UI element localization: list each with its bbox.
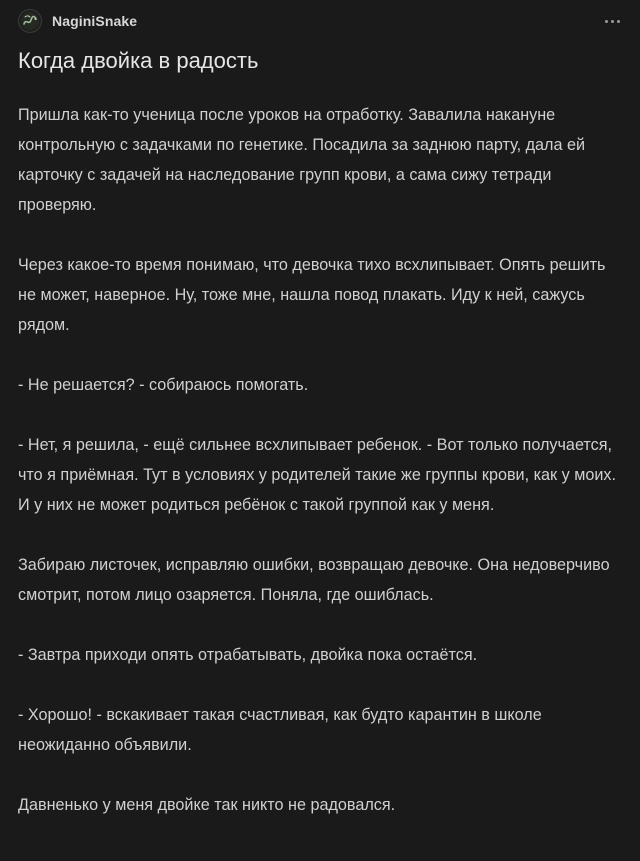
avatar[interactable] bbox=[18, 9, 42, 33]
post-header bbox=[18, 9, 626, 33]
post-paragraph: Через какое-то время понимаю, что девочка тихо всхлипывает. Опять решить не может, наверное. Ну, тоже мне, нашла повод плакать. Иду к ней, сажусь рядом. bbox=[18, 256, 606, 334]
post-paragraph: Забираю листочек, исправляю ошибки, возвращаю девочке. Она недоверчиво смотрит, потом лицо озаряется. Поняла, где ошиблась. bbox=[18, 556, 610, 604]
author-username[interactable]: NaginiSnake bbox=[52, 13, 138, 29]
post-paragraph: - Нет, я решила, - ещё сильнее всхлипывает ребенок. - Вот только получается, что я приёмная. Тут в условиях у родителей такие же группы крови, как у моих. И у них не может родиться ребёнок с такой группой как у меня. bbox=[18, 436, 616, 514]
post-title[interactable]: Когда двойка в радость bbox=[18, 48, 259, 73]
post-paragraph: Пришла как-то ученица после уроков на отработку. Завалила накануне контрольную с задачками по генетике. Посадила за заднюю парту, дала ей карточку с задачей на наследование групп крови, а сама сижу тетради проверяю. bbox=[18, 106, 586, 214]
more-dots-icon bbox=[617, 20, 620, 23]
more-dots-icon bbox=[611, 20, 614, 23]
snake-avatar-icon bbox=[20, 11, 40, 31]
post-paragraph: - Завтра приходи опять отрабатывать, двойка пока остаётся. bbox=[18, 646, 478, 664]
more-options-button[interactable] bbox=[599, 11, 626, 31]
post-paragraph: - Не решается? - собираюсь помогать. bbox=[18, 376, 309, 394]
post-body bbox=[18, 100, 626, 820]
post-paragraph: Давненько у меня двойке так никто не радовался. bbox=[18, 796, 396, 814]
post-paragraph: - Хорошо! - вскакивает такая счастливая, как будто карантин в школе неожиданно объявили. bbox=[18, 706, 542, 754]
more-dots-icon bbox=[605, 20, 608, 23]
